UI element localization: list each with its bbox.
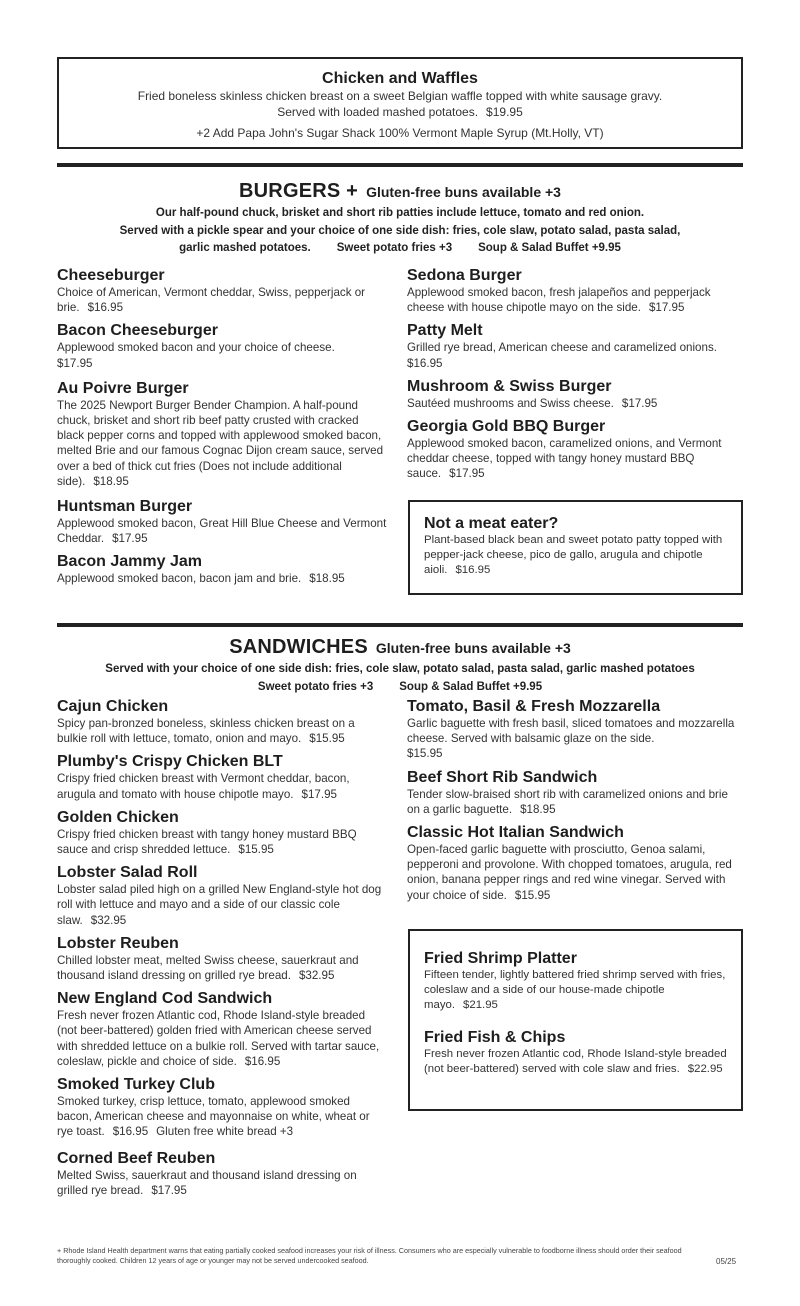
item-name: Plumby's Crispy Chicken BLT (57, 753, 283, 771)
burgers-left-column (57, 266, 387, 593)
health-disclaimer: + Rhode Island Health department warns that eating partially cooked seafood increases your risk of illness. Consumers who are especially vulnerable to foodborne illness should order their seafood thoroughly cooked. Children 12 years of age or younger may not be served undercooked seafood. (57, 1246, 682, 1265)
item-desc-text: Chilled lobster meat, melted Swiss cheese, sauerkraut and thousand island dressing on grilled rye bread. (57, 953, 359, 983)
item-name: Huntsman Burger (57, 498, 193, 516)
item-name: Bacon Cheeseburger (57, 322, 218, 340)
item-desc (407, 787, 737, 817)
burgers-note-line1: Our half-pound chuck, brisket and short rib patties include lettuce, tomato and red onion. (155, 207, 645, 219)
burgers-title: BURGERS + (239, 180, 359, 202)
item-desc-text: Crispy fried chicken breast with tangy honey mustard BBQ sauce and crisp shredded lettuce. (57, 827, 357, 857)
item-name: Classic Hot Italian Sandwich (407, 824, 624, 842)
menu-item-cheeseburger (57, 266, 387, 315)
item-desc-text: Smoked turkey, crisp lettuce, tomato, applewood smoked bacon, American cheese and mayonnaise on white, wheat or rye toast. (57, 1095, 370, 1139)
menu-item-plumbys-crispy-chicken-blt (57, 752, 387, 801)
sandwiches-note-line1: Served with your choice of one side dish: fries, cole slaw, potato salad, pasta salad, garlic mashed potatoes (105, 663, 695, 675)
item-price: $17.95 (112, 532, 148, 546)
item-price: $15.95 (309, 732, 345, 746)
item-name: Sedona Burger (407, 267, 522, 284)
feature-title: Chicken and Waffles (322, 70, 478, 87)
item-desc-text: Applewood smoked bacon, bacon jam and brie. (57, 572, 302, 586)
menu-item-cajun-chicken (57, 697, 387, 746)
item-desc-text: The 2025 Newport Burger Bender Champion. A half-pound chuck, brisket and short rib beef patty crusted with cracked black pepper corns and topped with applewood smoked bacon, melted Brie and our famous Cognac Dijon cream sauce, served over a bed of thick cut fries (Does not include additional side). (57, 398, 384, 488)
item-name: Mushroom & Swiss Burger (407, 377, 612, 395)
item-desc-text: Spicy pan-bronzed boneless, skinless chicken breast on a bulkie roll with lettuce, tomato, onion and mayo. (57, 717, 355, 746)
sandwiches-upgrade-fries: Sweet potato fries +3 (257, 680, 374, 693)
item-name: Bacon Jammy Jam (57, 553, 202, 571)
item-price: $17.95 (151, 1183, 187, 1197)
burgers-note-line2: Served with a pickle spear and your choice of one side dish: fries, cole slaw, potato salad, pasta salad, (119, 224, 681, 237)
item-name: Smoked Turkey Club (57, 1076, 215, 1094)
sandwiches-upgrades (57, 679, 743, 697)
burgers-right-column (407, 266, 737, 488)
veggie-name: Not a meat eater? (424, 515, 559, 532)
menu-date: 05/25 (716, 1257, 737, 1266)
item-price: $15.95 (514, 888, 551, 902)
section-divider-sandwiches (57, 623, 743, 627)
burgers-upgrade-buffet: Soup & Salad Buffet +9.95 (478, 242, 621, 254)
seafood-box (408, 929, 743, 1111)
item-price: $17.95 (648, 301, 685, 315)
menu-item-sedona-burger (407, 266, 737, 315)
item-price: $16.95 (112, 1125, 149, 1139)
menu-item-corned-beef-reuben (57, 1149, 387, 1198)
item-price: $32.95 (90, 913, 127, 927)
item-price: $32.95 (298, 969, 335, 983)
veggie-desc-text: Plant-based black bean and sweet potato patty topped with pepper-jack cheese, pico de gallo, arugula and chipotle aioli. (424, 534, 723, 577)
item-desc (57, 571, 387, 586)
item-desc (407, 396, 737, 411)
item-name: Fried Fish & Chips (424, 1028, 566, 1046)
item-name: Beef Short Rib Sandwich (407, 768, 598, 786)
feature-desc-line1: Fried boneless skinless chicken breast on a sweet Belgian waffle topped with white sausage gravy. (137, 89, 663, 103)
feature-desc-line2 (59, 104, 741, 120)
sandwiches-header (57, 636, 743, 696)
item-price: $16.95 (407, 356, 443, 370)
item-price: $18.95 (309, 572, 345, 586)
item-price: $21.95 (463, 999, 498, 1012)
item-name: Tomato, Basil & Fresh Mozzarella (407, 698, 661, 715)
item-name: Georgia Gold BBQ Burger (407, 418, 606, 436)
item-price: $15.95 (407, 747, 443, 761)
menu-item-bacon-cheeseburger (57, 321, 387, 370)
item-desc-text: Applewood smoked bacon and your choice of cheese. (57, 341, 335, 355)
item-desc (57, 285, 387, 315)
item-price: $15.95 (238, 843, 274, 857)
item-desc (407, 716, 737, 762)
item-price: $16.95 (244, 1054, 281, 1068)
sandwiches-right-column (407, 697, 737, 909)
item-price: $22.95 (687, 1062, 723, 1075)
item-desc (407, 285, 737, 315)
item-desc-text: Grilled rye bread, American cheese and caramelized onions. (407, 341, 717, 355)
item-desc-text: Garlic baguette with fresh basil, sliced tomatoes and mozzarella cheese. Served with balsamic glaze on the side. (407, 717, 735, 746)
burgers-subtitle: Gluten-free buns available +3 (366, 184, 561, 200)
menu-item-lobster-reuben (57, 934, 387, 983)
sandwiches-subtitle: Gluten-free buns available +3 (375, 640, 571, 656)
item-name: Fried Shrimp Platter (424, 950, 577, 967)
menu-item-beef-short-rib-sandwich (407, 768, 737, 817)
menu-item-georgia-gold-bbq-burger (407, 417, 737, 482)
burgers-header (57, 180, 743, 258)
burgers-upgrade-fries: Sweet potato fries +3 (336, 242, 453, 254)
item-name: Cajun Chicken (57, 698, 169, 715)
menu-item-mushroom-swiss-burger (407, 377, 737, 411)
sandwiches-upgrade-buffet: Soup & Salad Buffet +9.95 (399, 680, 543, 693)
item-desc (57, 340, 387, 370)
item-desc-text: Fifteen tender, lightly battered fried shrimp served with fries, coleslaw and a side of our house-made chipotle mayo. (424, 969, 726, 1012)
item-desc (407, 842, 737, 903)
item-name: Golden Chicken (57, 808, 179, 826)
sandwiches-title: SANDWICHES (229, 636, 368, 658)
item-name: Corned Beef Reuben (57, 1149, 216, 1167)
veggie-desc (424, 533, 727, 579)
item-price: $17.95 (621, 396, 658, 410)
item-desc (57, 953, 387, 983)
menu-item-au-poivre-burger (57, 379, 387, 489)
item-name: Lobster Salad Roll (57, 864, 198, 882)
item-desc (57, 882, 387, 928)
menu-item-tomato-basil-mozzarella (407, 697, 737, 762)
menu-item-fried-fish-chips (424, 1028, 727, 1077)
item-desc-text: Sautéed mushrooms and Swiss cheese. (407, 396, 614, 410)
item-desc (407, 436, 737, 482)
veggie-price: $16.95 (455, 564, 491, 577)
item-price: $18.95 (93, 474, 129, 488)
item-desc-text: Fresh never frozen Atlantic cod, Rhode Island-style breaded (not beer-battered) golden fried with American cheese served with shredded lettuce on a bulkie roll. Served with tartar sauce, coleslaw, pickle and choice of side. (57, 1009, 380, 1068)
item-desc (57, 1168, 387, 1198)
item-name: Lobster Reuben (57, 934, 179, 952)
menu-item-new-england-cod-sandwich (57, 989, 387, 1069)
burgers-note-line3-text: garlic mashed potatoes. (179, 242, 311, 254)
burgers-note-line3 (57, 240, 743, 258)
item-desc (424, 968, 727, 1014)
item-desc (57, 398, 387, 489)
item-desc (407, 340, 737, 370)
menu-item-smoked-turkey-club (57, 1075, 387, 1140)
item-desc (57, 1094, 387, 1140)
menu-item-huntsman-burger (57, 497, 387, 546)
veggie-burger-box (408, 500, 743, 595)
item-desc (57, 827, 387, 857)
item-desc-text: Applewood smoked bacon, fresh jalapeños and pepperjack cheese with house chipotle mayo on the side. (407, 286, 711, 315)
item-desc (57, 1008, 387, 1069)
item-desc-text: Tender slow-braised short rib with caramelized onions and brie on a garlic baguette. (407, 787, 728, 816)
item-name: New England Cod Sandwich (57, 990, 273, 1008)
item-desc-text: Open-faced garlic baguette with prosciutto, Genoa salami, pepperoni and provolone. With chopped tomatoes, arugula, red onion, banana pepper rings and red wine vinegar. Served with your choice of side. (407, 843, 732, 902)
item-name: Cheeseburger (57, 267, 165, 284)
item-price: $18.95 (520, 802, 556, 816)
menu-item-lobster-salad-roll (57, 863, 387, 928)
sandwiches-left-column (57, 697, 387, 1204)
section-divider-burgers (57, 163, 743, 167)
menu-item-classic-hot-italian-sandwich (407, 823, 737, 903)
feature-addon: +2 Add Papa John's Sugar Shack 100% Vermont Maple Syrup (Mt.Holly, VT) (196, 126, 604, 140)
item-name: Patty Melt (407, 322, 483, 340)
item-price: $17.95 (449, 467, 485, 481)
feature-price: $19.95 (486, 105, 523, 119)
feature-desc-line2-text: Served with loaded mashed potatoes. (277, 105, 479, 119)
menu-item-golden-chicken (57, 808, 387, 857)
item-name: Au Poivre Burger (57, 379, 189, 397)
item-desc-text: Melted Swiss, sauerkraut and thousand island dressing on grilled rye bread. (57, 1168, 357, 1197)
item-desc (57, 516, 387, 546)
item-price: $17.95 (57, 356, 93, 370)
item-extra: Gluten free white bread +3 (156, 1125, 294, 1139)
item-desc-text: Lobster salad piled high on a grilled New England-style hot dog roll with lettuce and mayo and a side of our classic cole slaw. (57, 883, 382, 927)
item-price: $16.95 (87, 301, 124, 315)
menu-item-bacon-jammy-jam (57, 552, 387, 586)
item-desc (424, 1047, 727, 1077)
item-desc (57, 716, 387, 746)
item-desc-text: Applewood smoked bacon, caramelized onions, and Vermont cheddar cheese, topped with tangy honey mustard BBQ sauce. (407, 437, 722, 481)
item-desc-text: Applewood smoked bacon, Great Hill Blue Cheese and Vermont Cheddar. (57, 517, 387, 546)
chicken-and-waffles-box (57, 57, 743, 149)
menu-item-fried-shrimp-platter (424, 949, 727, 1014)
item-desc-text: Fresh never frozen Atlantic cod, Rhode Island-style breaded (not beer-battered) served with cole slaw and fries. (424, 1047, 727, 1075)
item-desc (57, 771, 387, 801)
menu-item-patty-melt (407, 321, 737, 370)
item-desc-text: Crispy fried chicken breast with Vermont cheddar, bacon, arugula and tomato with house chipotle mayo. (57, 772, 350, 801)
item-desc-text: Choice of American, Vermont cheddar, Swiss, pepperjack or brie. (57, 286, 366, 315)
item-price: $17.95 (301, 787, 337, 801)
